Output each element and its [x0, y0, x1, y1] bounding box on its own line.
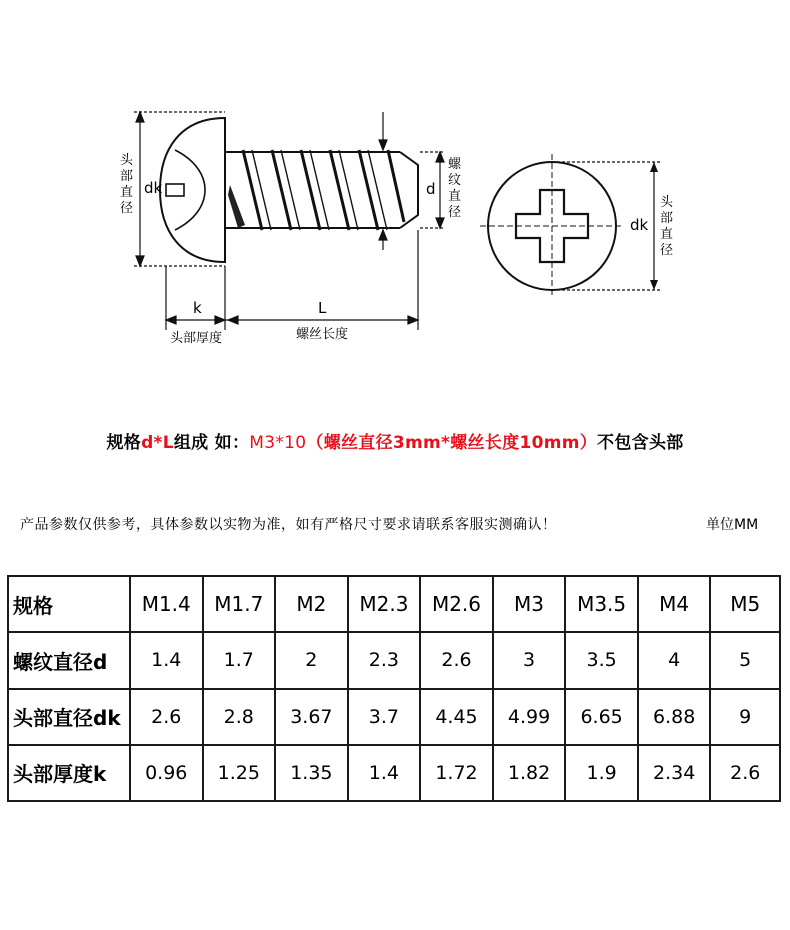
row-label: 螺纹直径d — [8, 632, 130, 688]
table-cell: 2.6 — [710, 745, 780, 801]
table-cell: 1.7 — [203, 632, 276, 688]
head-diameter-label-char: 径 — [120, 201, 134, 216]
table-cell: 2.6 — [130, 689, 203, 745]
table-cell: 1.35 — [275, 745, 348, 801]
row-label: 头部直径dk — [8, 689, 130, 745]
table-cell: 1.72 — [420, 745, 493, 801]
dk-label: dk — [144, 179, 163, 197]
k-label: k — [193, 299, 202, 317]
front-dk-label: dk — [630, 216, 649, 234]
table-cell: 3.67 — [275, 689, 348, 745]
table-row — [8, 745, 780, 801]
table-cell: M3.5 — [565, 576, 638, 632]
table-cell: M2.6 — [420, 576, 493, 632]
spec-mid: 组成 如： — [173, 433, 250, 453]
head-thickness-label: 头部厚度 — [170, 331, 223, 346]
row-label: 头部厚度k — [8, 745, 130, 801]
table-cell: 1.9 — [565, 745, 638, 801]
table-cell: 9 — [710, 689, 780, 745]
table-cell: 1.25 — [203, 745, 276, 801]
thread-root-shading — [228, 185, 245, 228]
spec-format-line — [0, 428, 790, 453]
table-cell: M4 — [638, 576, 711, 632]
spec-example: M3*10 — [249, 433, 307, 453]
unit-label: 单位MM — [706, 517, 759, 533]
thread-diameter-label-char: 直 — [448, 189, 462, 204]
spec-detail: （螺丝直径3mm*螺丝长度10mm） — [306, 433, 598, 453]
table-row — [8, 632, 780, 688]
table-cell: M1.7 — [203, 576, 276, 632]
table-cell: 5 — [710, 632, 780, 688]
table-cell: 6.88 — [638, 689, 711, 745]
spec-prefix: 规格 — [106, 433, 142, 453]
table-cell: 0.96 — [130, 745, 203, 801]
front-head-diameter-label-char: 径 — [660, 243, 674, 258]
thread-lines — [243, 150, 404, 230]
d-label: d — [426, 180, 436, 198]
thread-diameter-label-char: 径 — [448, 205, 462, 220]
front-head-diameter-label-char: 直 — [660, 227, 674, 242]
table-cell: 3 — [493, 632, 566, 688]
screw-diagram — [0, 0, 790, 380]
disclaimer-text: 产品参数仅供参考，具体参数以实物为准，如有严格尺寸要求请联系客服实测确认！ — [20, 517, 557, 533]
table-cell: M5 — [710, 576, 780, 632]
table-cell: 2.34 — [638, 745, 711, 801]
table-cell: 4.99 — [493, 689, 566, 745]
table-cell: M3 — [493, 576, 566, 632]
table-cell: 4.45 — [420, 689, 493, 745]
table-cell: M1.4 — [130, 576, 203, 632]
thread-length-label: 螺丝长度 — [296, 327, 349, 342]
table-cell: 2.3 — [348, 632, 421, 688]
table-cell: 2 — [275, 632, 348, 688]
table-cell: 1.4 — [130, 632, 203, 688]
thread-diameter-label-char: 螺 — [448, 157, 462, 172]
spec-suffix: 不包含头部 — [597, 433, 684, 453]
table-row — [8, 689, 780, 745]
row-label: 规格 — [8, 576, 130, 632]
table-cell: 1.4 — [348, 745, 421, 801]
table-cell: 6.65 — [565, 689, 638, 745]
table-cell: 4 — [638, 632, 711, 688]
table-cell: 2.8 — [203, 689, 276, 745]
table-cell: 2.6 — [420, 632, 493, 688]
table-cell: 3.7 — [348, 689, 421, 745]
table-header-row — [8, 576, 780, 632]
head-diameter-label-char: 头 — [120, 153, 134, 168]
spec-dl: d*L — [141, 433, 174, 453]
thread-diameter-label-char: 纹 — [448, 173, 462, 188]
L-label: L — [318, 299, 327, 317]
head-diameter-label-char: 部 — [120, 169, 134, 184]
table-cell: 1.82 — [493, 745, 566, 801]
front-head-diameter-label-char: 头 — [660, 195, 674, 210]
spec-table — [7, 575, 781, 802]
table-cell: 3.5 — [565, 632, 638, 688]
head-diameter-label-char: 直 — [120, 185, 134, 200]
front-head-diameter-label-char: 部 — [660, 211, 674, 226]
table-cell: M2 — [275, 576, 348, 632]
table-cell: M2.3 — [348, 576, 421, 632]
